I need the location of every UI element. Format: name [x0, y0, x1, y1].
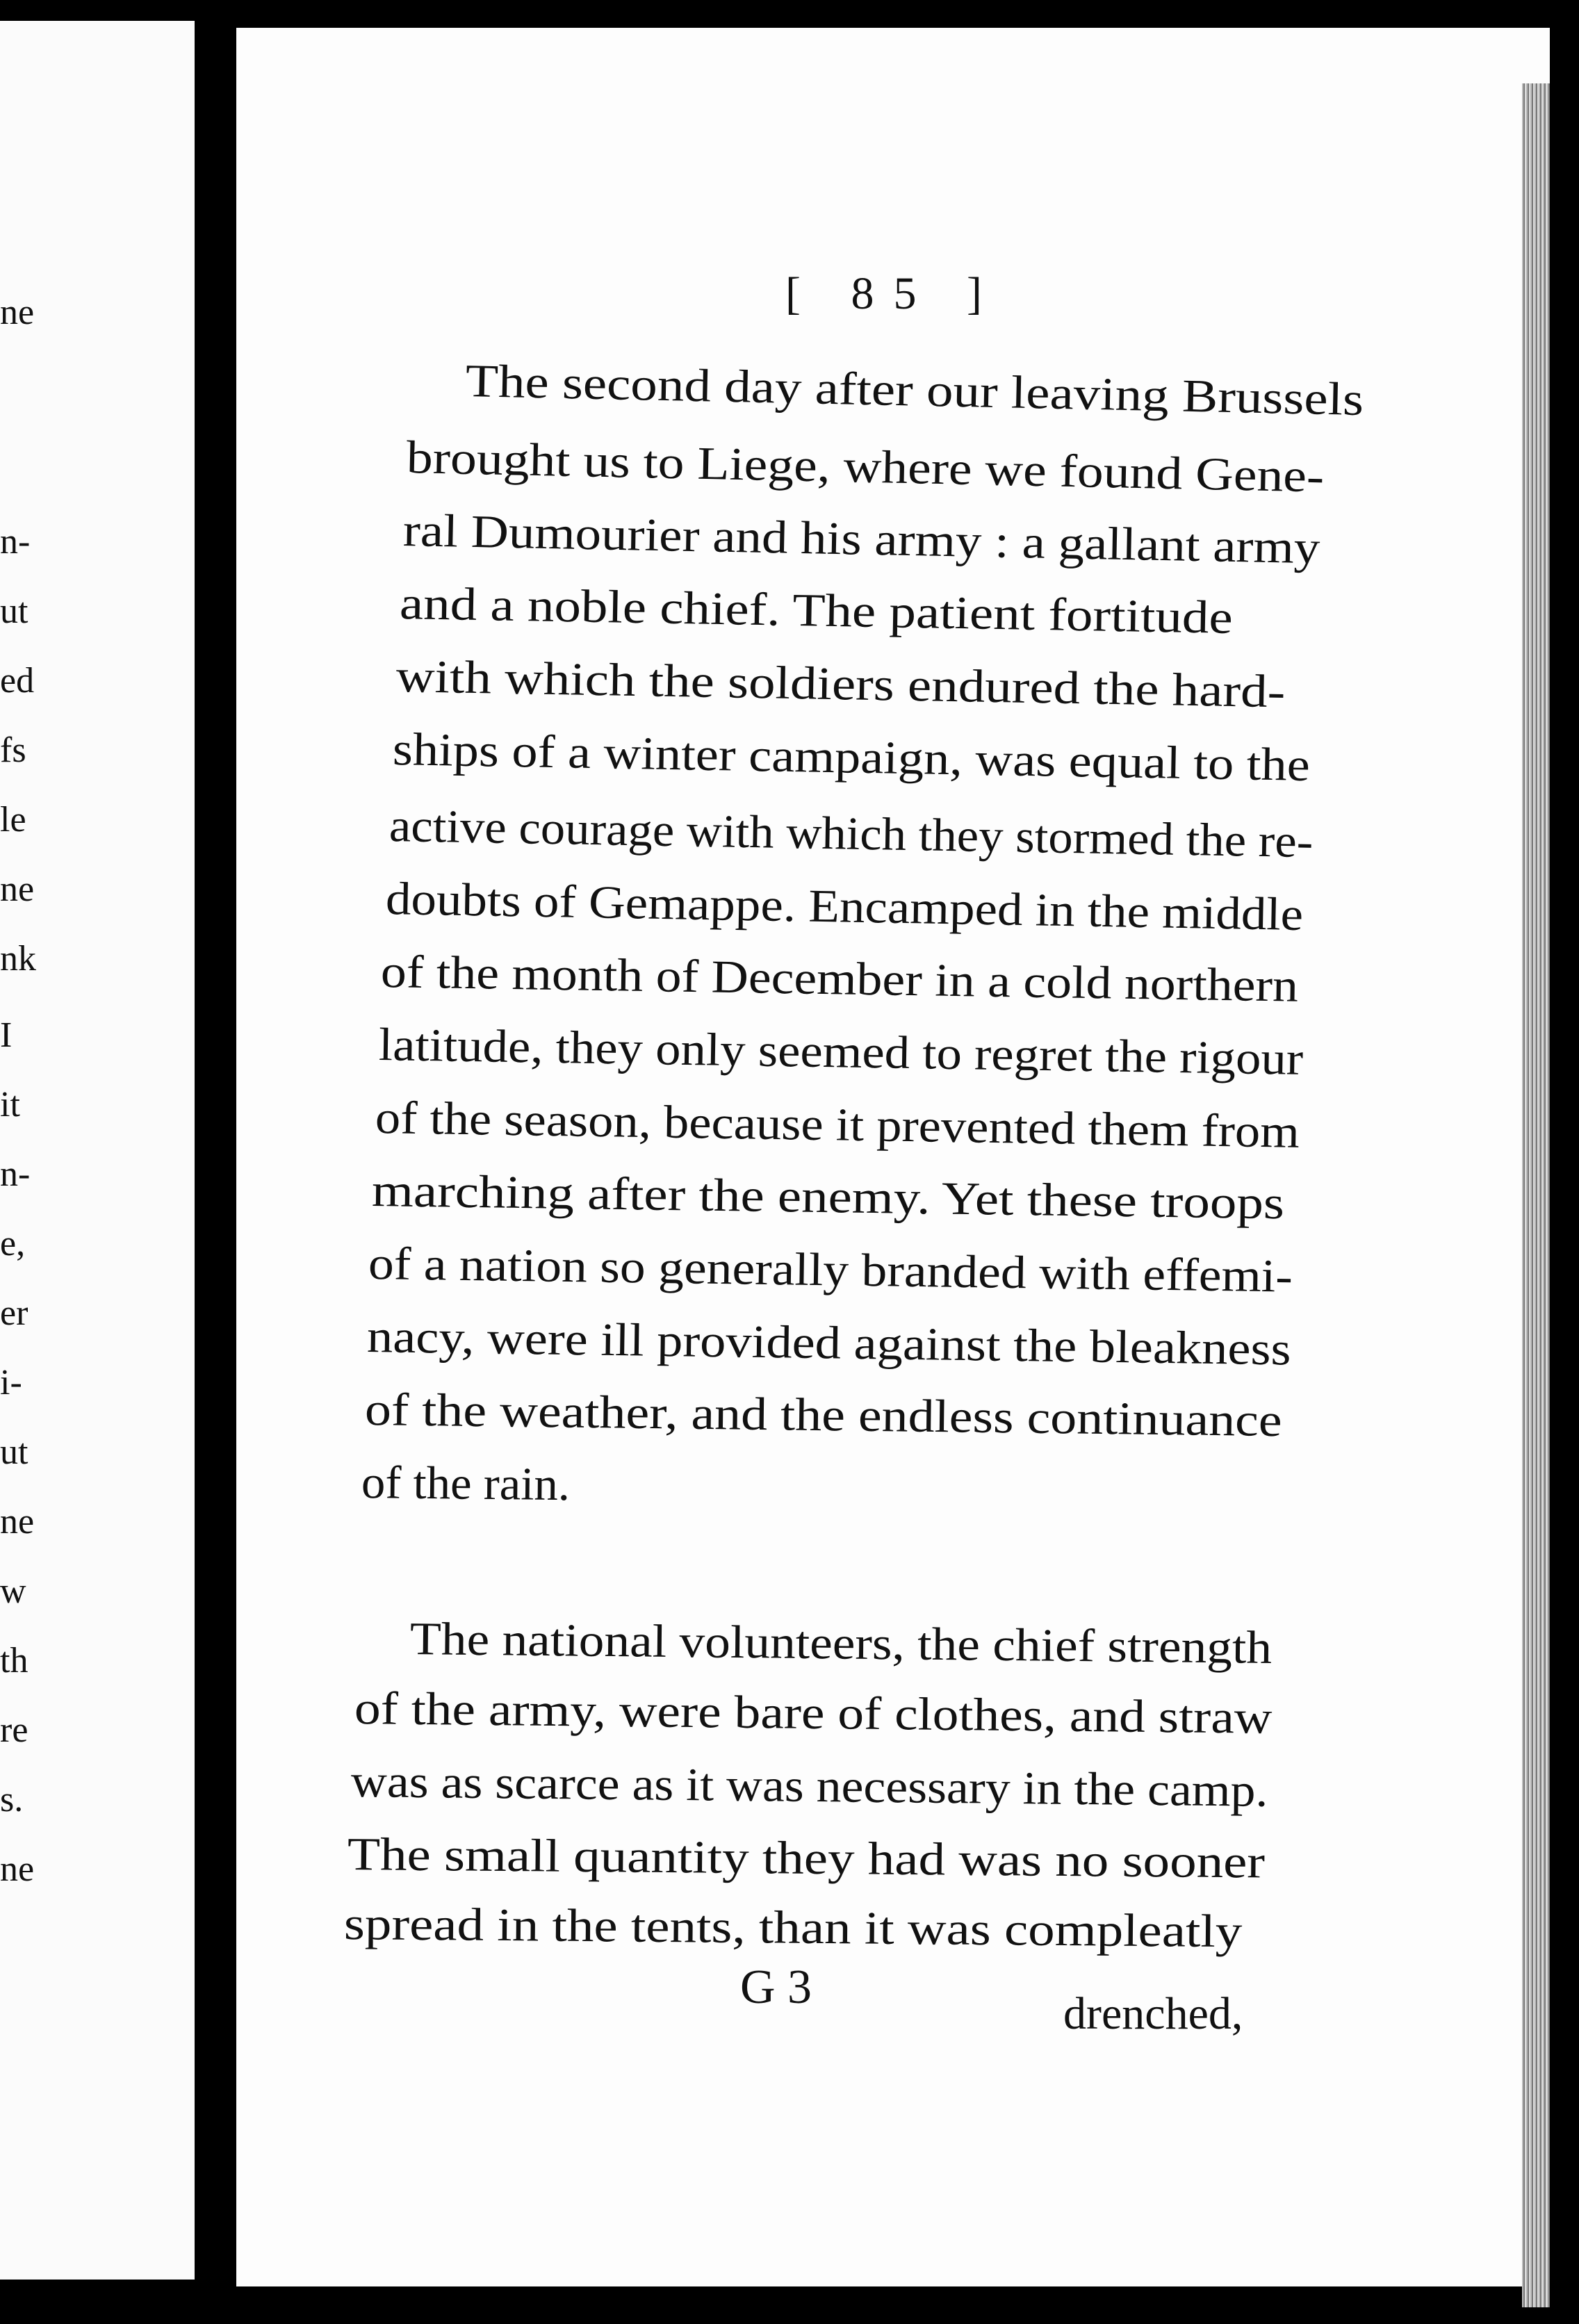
- margin-word: ut: [0, 591, 28, 631]
- text-line: brought us to Liege, where we found Gene-: [406, 432, 1325, 502]
- margin-word: n-: [0, 522, 31, 562]
- catchword: drenched,: [1063, 1988, 1243, 2039]
- text-line: The national volunteers, the chief strength: [409, 1613, 1273, 1674]
- margin-word: nk: [0, 939, 36, 979]
- margin-word: s.: [0, 1780, 24, 1819]
- text-line: spread in the tents, than it was compleatly: [343, 1898, 1243, 1958]
- margin-word: I: [0, 1015, 13, 1055]
- margin-word: i-: [0, 1363, 22, 1402]
- book-gutter: [195, 0, 236, 2324]
- page-number: [ 85 ]: [785, 268, 1001, 319]
- text-line: ships of a winter campaign, was equal to the: [392, 723, 1311, 792]
- margin-word: ed: [0, 661, 35, 701]
- text-line: was as scarce as it was necessary in the camp.: [350, 1756, 1268, 1817]
- margin-word: ne: [0, 1849, 35, 1889]
- text-line: doubts of Gemappe. Encamped in the middle: [385, 873, 1304, 941]
- text-line: The small quantity they had was no sooner: [347, 1828, 1266, 1888]
- text-line: of the weather, and the endless continuance: [364, 1384, 1283, 1447]
- text-line: active courage with which they stormed the re-: [388, 800, 1314, 868]
- margin-word: e,: [0, 1224, 26, 1263]
- text-line: marching after the enemy. Yet these troops: [371, 1165, 1285, 1229]
- text-line: The second day after our leaving Brussels: [465, 355, 1364, 426]
- signature-mark: G 3: [740, 1961, 812, 2014]
- text-line: of the army, were bare of clothes, and straw: [354, 1683, 1273, 1744]
- text-line: nacy, were ill provided against the bleakness: [366, 1311, 1292, 1375]
- margin-word: w: [0, 1571, 26, 1611]
- margin-word: le: [0, 800, 26, 840]
- text-line: ral Dumourier and his army : a gallant army: [402, 505, 1321, 574]
- margin-word: ne: [0, 869, 35, 909]
- margin-word: re: [0, 1710, 28, 1750]
- text-line: and a noble chief. The patient fortitude: [399, 578, 1234, 644]
- text-line: of the season, because it prevented them from: [375, 1092, 1300, 1158]
- left-page: [0, 21, 195, 2280]
- margin-word: fs: [0, 730, 26, 770]
- margin-word: n-: [0, 1154, 31, 1194]
- margin-word: it: [0, 1085, 20, 1124]
- margin-word: er: [0, 1293, 28, 1333]
- page-edge: [1522, 83, 1550, 2307]
- text-line: of a nation so generally branded with effemi-: [368, 1238, 1293, 1302]
- margin-word: ne: [0, 1502, 35, 1541]
- margin-word: th: [0, 1641, 28, 1680]
- text-line: with which the soldiers endured the hard-: [395, 650, 1286, 718]
- margin-word: ne: [0, 293, 35, 332]
- margin-word: ut: [0, 1432, 28, 1472]
- text-line: of the rain.: [361, 1457, 571, 1511]
- text-line: of the month of December in a cold northern: [380, 946, 1299, 1012]
- text-line: latitude, they only seemed to regret the rigour: [378, 1019, 1304, 1085]
